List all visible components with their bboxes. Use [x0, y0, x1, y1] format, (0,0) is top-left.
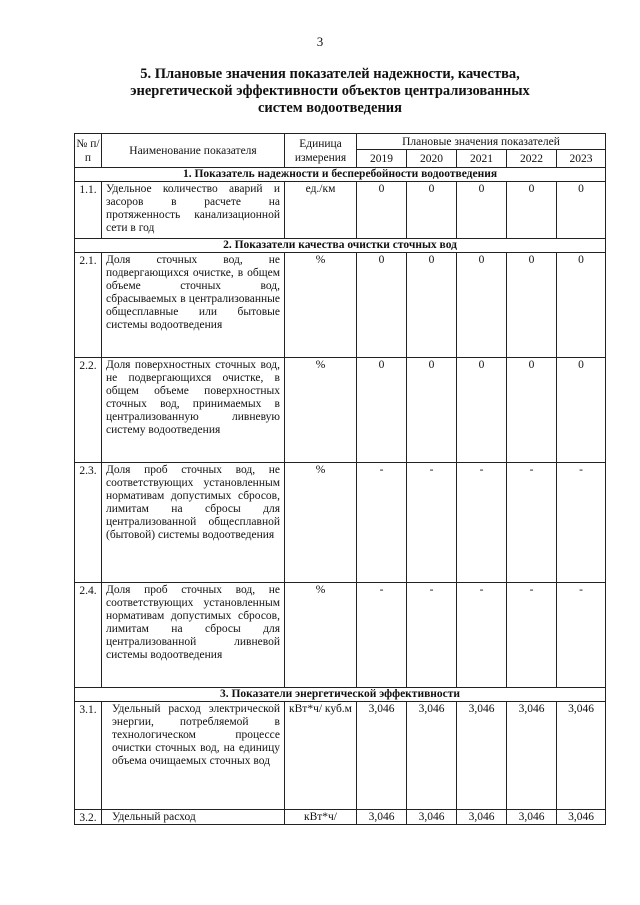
row-name: Удельный расход электрической энергии, потребляемой в технологическом процессе очистки сточных вод, на единицу объема очищаемых сточных вод: [102, 702, 285, 810]
row-value: 0: [557, 253, 606, 358]
row-value: 3,046: [457, 702, 507, 810]
row-value: 3,046: [507, 702, 557, 810]
row-value: 3,046: [457, 810, 507, 825]
row-value: 0: [457, 253, 507, 358]
row-value: 3,046: [357, 702, 407, 810]
row-value: -: [357, 463, 407, 583]
row-num: 2.3.: [75, 463, 102, 583]
title-line-1: 5. Плановые значения показателей надежности, качества,: [140, 66, 520, 82]
header-unit: Единица измерения: [285, 134, 357, 168]
header-year: 2022: [507, 150, 557, 168]
row-value: 0: [357, 253, 407, 358]
row-num: 1.1.: [75, 182, 102, 239]
row-value: -: [557, 583, 606, 688]
row-value: 3,046: [557, 702, 606, 810]
row-num: 2.4.: [75, 583, 102, 688]
row-unit: кВт*ч/: [285, 810, 357, 825]
row-value: 0: [407, 182, 457, 239]
row-num: 3.1.: [75, 702, 102, 810]
row-value: 0: [357, 358, 407, 463]
row-name: Доля сточных вод, не подвергающихся очистке, в общем объеме сточных вод, сбрасываемых в централизованные общесплавные или бытовые системы водоотведения: [102, 253, 285, 358]
header-year: 2019: [357, 150, 407, 168]
row-num: 2.2.: [75, 358, 102, 463]
row-name: Доля проб сточных вод, не соответствующих установленным нормативам допустимых сбросов, лимитам на сбросы для централизованной ливневой системы водоотведения: [102, 583, 285, 688]
row-unit: кВт*ч/ куб.м: [285, 702, 357, 810]
row-value: 0: [457, 358, 507, 463]
row-unit: %: [285, 253, 357, 358]
row-value: 3,046: [407, 702, 457, 810]
header-planned: Плановые значения показателей: [357, 134, 606, 150]
row-value: -: [357, 583, 407, 688]
row-value: -: [557, 463, 606, 583]
row-unit: %: [285, 358, 357, 463]
header-year: 2023: [557, 150, 606, 168]
row-value: 0: [457, 182, 507, 239]
table-row: [75, 253, 606, 358]
row-value: 0: [557, 358, 606, 463]
header-name: Наименование показателя: [102, 134, 285, 168]
section-row: [75, 688, 606, 702]
page-number: 3: [316, 34, 324, 49]
section-row: [75, 168, 606, 182]
row-unit: ед./км: [285, 182, 357, 239]
row-value: -: [407, 463, 457, 583]
row-name: Удельный расход: [102, 810, 285, 825]
row-num: 2.1.: [75, 253, 102, 358]
row-name: Доля проб сточных вод, не соответствующих установленным нормативам допустимых сбросов, лимитам на сбросы для централизованной общесплавной (бытовой) системы водоотведения: [102, 463, 285, 583]
row-value: -: [457, 463, 507, 583]
row-value: 0: [407, 358, 457, 463]
row-value: 3,046: [407, 810, 457, 825]
row-value: 0: [507, 253, 557, 358]
row-value: 3,046: [357, 810, 407, 825]
row-unit: %: [285, 463, 357, 583]
document-title: [100, 66, 560, 117]
table-row: [75, 463, 606, 583]
table-row: [75, 358, 606, 463]
table-row: [75, 702, 606, 810]
row-name: Доля поверхностных сточных вод, не подвергающихся очистке, в общем объеме поверхностных сточных вод, принимаемых в централизованную ливневую систему водоотведения: [102, 358, 285, 463]
row-value: -: [457, 583, 507, 688]
header-year: 2020: [407, 150, 457, 168]
row-name: Удельное количество аварий и засоров в расчете на протяженность канализационной сети в год: [102, 182, 285, 239]
row-value: 0: [557, 182, 606, 239]
indicators-table: [74, 133, 606, 825]
title-line-3: систем водоотведения: [257, 100, 403, 116]
row-value: 3,046: [507, 810, 557, 825]
row-value: -: [507, 583, 557, 688]
table-row: [75, 810, 606, 825]
row-unit: %: [285, 583, 357, 688]
row-value: -: [507, 463, 557, 583]
section-title: 2. Показатели качества очистки сточных вод: [75, 239, 606, 253]
header-year: 2021: [457, 150, 507, 168]
row-value: -: [407, 583, 457, 688]
row-value: 0: [507, 358, 557, 463]
row-value: 0: [357, 182, 407, 239]
section-title: 3. Показатели энергетической эффективности: [75, 688, 606, 702]
row-value: 0: [507, 182, 557, 239]
row-value: 0: [407, 253, 457, 358]
section-title: 1. Показатель надежности и бесперебойности водоотведения: [75, 168, 606, 182]
row-num: 3.2.: [75, 810, 102, 825]
header-row: [75, 134, 606, 150]
header-num: № п/п: [75, 134, 102, 168]
title-line-2: энергетической эффективности объектов централизованных: [130, 83, 530, 99]
row-value: 3,046: [557, 810, 606, 825]
table-row: [75, 583, 606, 688]
section-row: [75, 239, 606, 253]
table-row: [75, 182, 606, 239]
